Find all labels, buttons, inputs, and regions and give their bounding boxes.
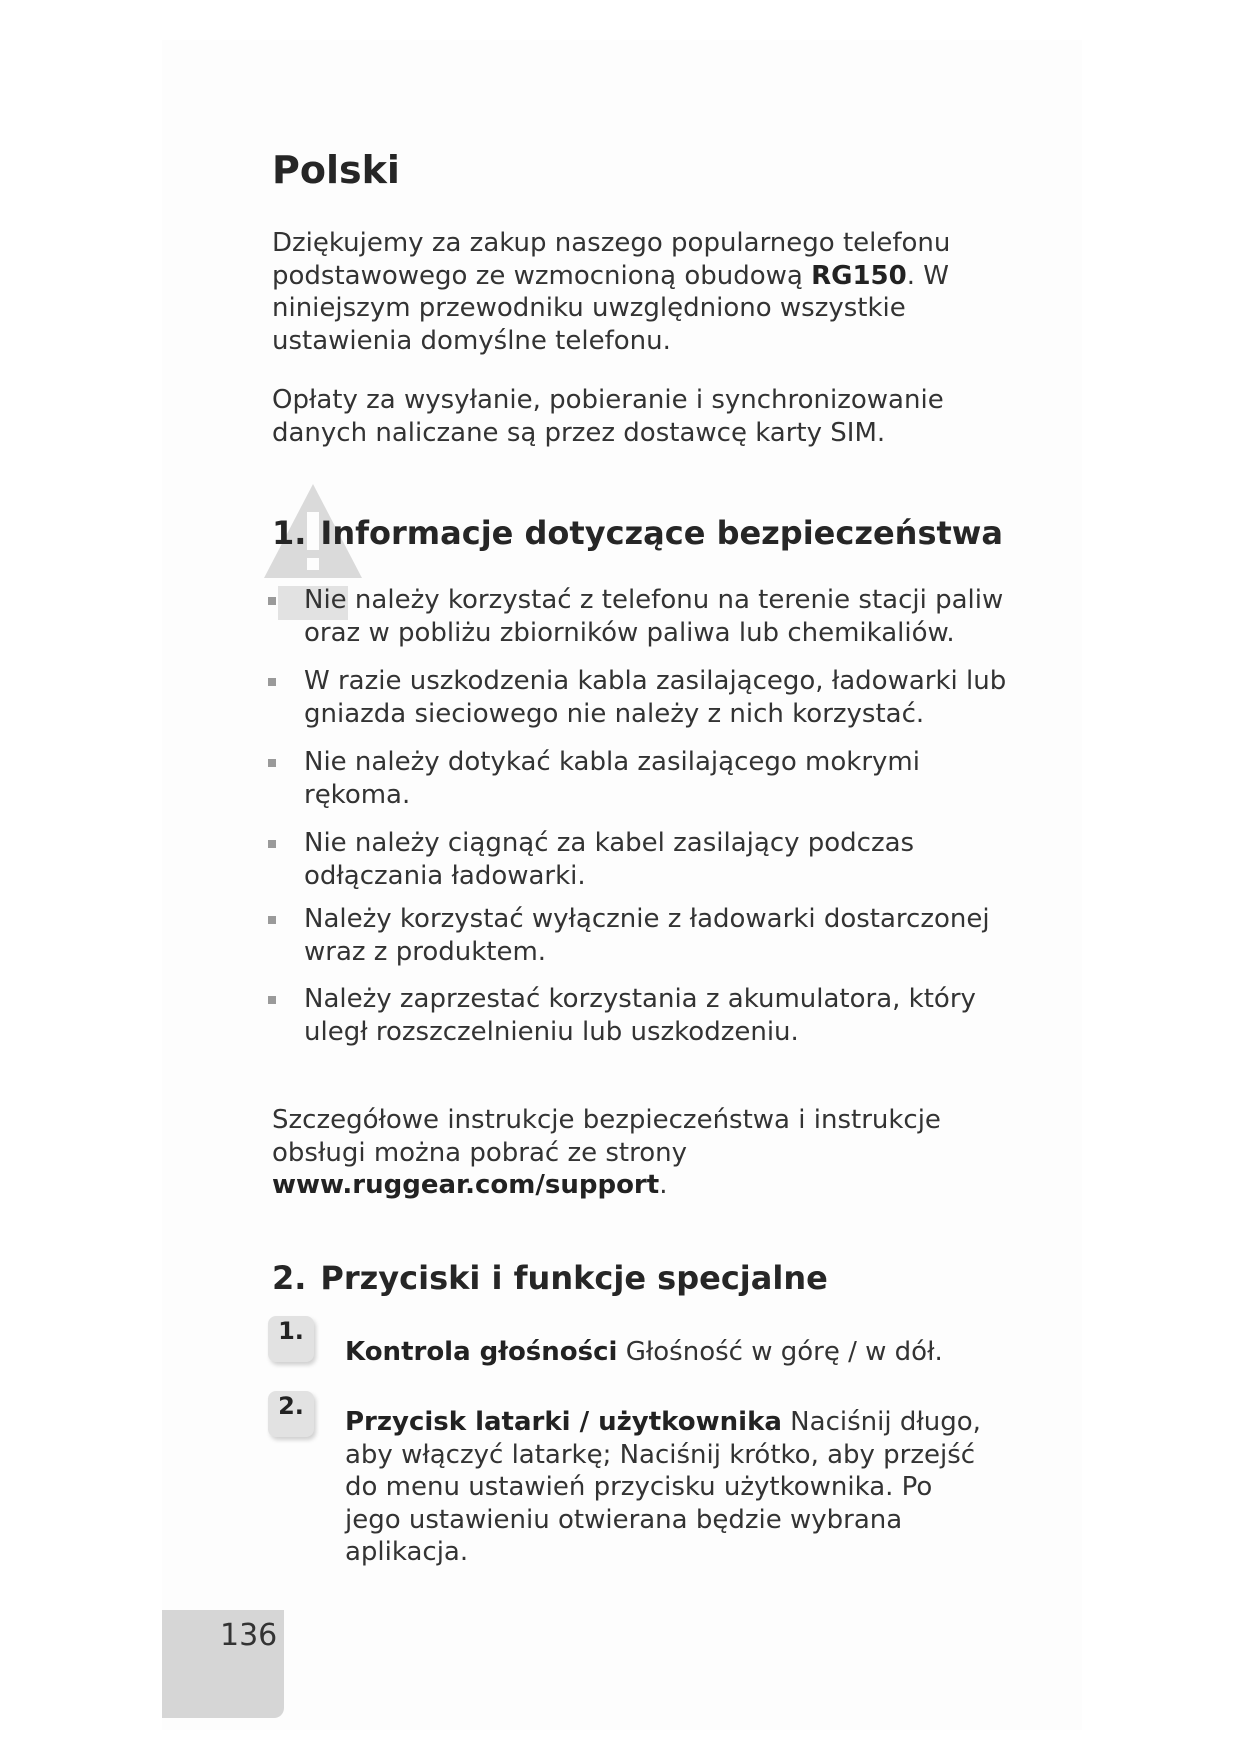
key-description [345,1406,985,1569]
list-item [268,584,1008,649]
bullet-square-icon [268,759,276,767]
more-info-paragraph [272,1104,992,1202]
bullet-square-icon [268,597,276,605]
list-item-text: W razie uszkodzenia kabla zasilającego, ładowarki lub gniazda sieciowego nie należy z nich korzystać. [304,666,1007,729]
key-name: Przycisk latarki / użytkownika [345,1407,782,1437]
bullet-square-icon [268,916,276,924]
list-item-text: Należy zaprzestać korzystania z akumulatora, który uległ rozszczelnieniu lub uszkodzeniu. [304,984,976,1047]
more-info-end: . [659,1170,668,1200]
more-info-text: Szczegółowe instrukcje bezpieczeństwa i instrukcje obsługi można pobrać ze strony [272,1105,941,1168]
support-link[interactable]: www.ruggear.com/support [272,1170,660,1200]
list-item-text: Nie należy dotykać kabla zasilającego mokrymi rękoma. [304,747,920,810]
model-name: RG150 [811,260,907,291]
list-item-text: Nie należy korzystać z telefonu na terenie stacji paliw oraz w pobliżu zbiorników paliwa lub chemikaliów. [304,585,1004,648]
intro-paragraph [272,227,992,357]
bullet-square-icon [268,678,276,686]
section-number: 1. [272,514,307,552]
list-item [268,903,1008,968]
fees-paragraph: Opłaty za wysyłanie, pobieranie i synchronizowanie danych naliczane są przez dostawcę karty SIM. [272,385,944,448]
key-badge: 2. [268,1391,314,1437]
list-item [268,746,1008,811]
page-number: 136 [220,1618,278,1653]
bullet-square-icon [268,996,276,1004]
list-item [268,665,1008,730]
bullet-square-icon [268,840,276,848]
intro-text-end: . W niniejszym przewodniku uwzględniono wszystkie ustawienia domyślne telefonu. [272,260,949,356]
list-item [268,827,1008,892]
key-description [345,1336,985,1369]
list-item-text: Należy korzystać wyłącznie z ładowarki dostarczonej wraz z produktem. [304,904,990,967]
key-desc: Naciśnij długo, aby włączyć latarkę; Naciśnij krótko, aby przejść do menu ustawień przycisku użytkownika. Po jego ustawieniu otwierana będzie wybrana aplikacja. [345,1407,981,1567]
section-title: Przyciski i funkcje specjalne [320,1259,828,1297]
language-heading: Polski [272,148,400,192]
key-desc: Głośność w górę / w dół. [617,1337,943,1367]
list-item [268,983,1008,1048]
list-item-text: Nie należy ciągnąć za kabel zasilający podczas odłączania ładowarki. [304,828,915,891]
section-heading-keys [272,1259,828,1297]
section-title: Informacje dotyczące bezpieczeństwa [320,514,1003,552]
key-name: Kontrola głośności [345,1337,618,1367]
section-heading-safety [272,514,1003,552]
key-badge: 1. [268,1316,314,1362]
section-number: 2. [272,1259,307,1297]
intro-text: Dziękujemy za zakup naszego popularnego telefonu podstawowego ze wzmocnioną obudową [272,228,951,291]
page-number-tab [162,1610,284,1718]
